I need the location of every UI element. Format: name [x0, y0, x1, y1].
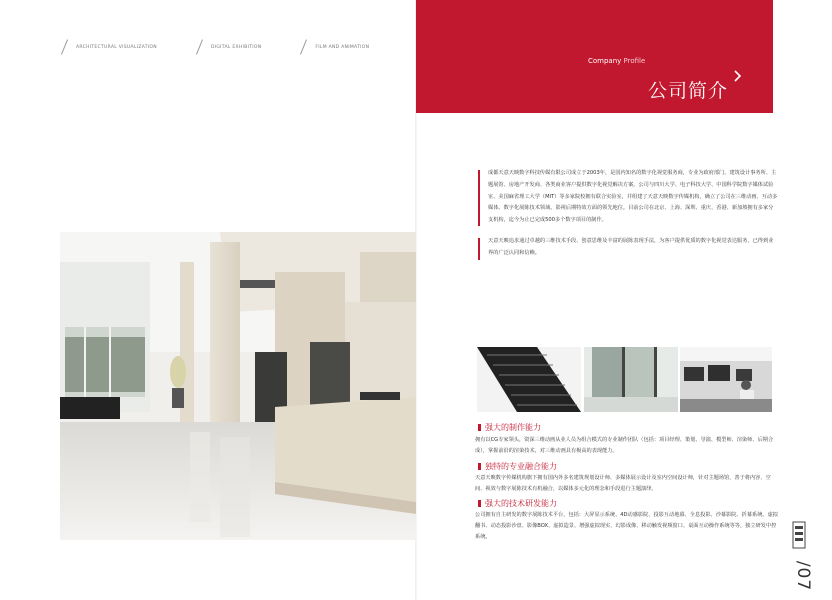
feature-heading-3	[478, 498, 557, 509]
intro-paragraph-1: 成都天意天映数字科技传媒有限公司成立于2003年，是国内知名的数字化视觉服务商，专业为政府部门、建筑设计事务所、主题展馆、房地产开发商、各类商业客户提供数字化视觉解决方案。公司与四川大学、电子科技大学、中国科学院数字媒体试验室、美国麻省理工大学（MIT）等多家院校拥有联合实验室，并组建了天意天映数字传媒机构，确立了公司在三维动画、互动多媒体、数字化展陈技术领域、影视后期特效方面的领先地位。目前公司在北京、上海、深圳、重庆、香港、新加坡拥有多家分支机构，迄今为止已完成500多个数字项目的制作。	[488, 170, 778, 224]
feature-title: 独特的专业融合能力	[485, 462, 557, 471]
page-number: /07	[793, 560, 814, 592]
feature-marker	[478, 463, 481, 470]
feature-marker	[478, 500, 481, 507]
nav-label: ARCHITECTURAL VISUALIZATION	[76, 44, 157, 50]
top-nav	[60, 40, 407, 54]
nav-item-digital-exhibition[interactable]	[195, 40, 261, 54]
intro-paragraph-2: 天意天映追求通过卓越的三维技术手段、创意思维及丰富的展陈表现手法，为客户提供优质的数字化视觉表达服务，已得到业界的广泛认同和信赖。	[488, 238, 774, 256]
subtitle-main: Company	[588, 57, 622, 65]
feature-title: 强大的技术研发能力	[485, 499, 557, 508]
slash-icon	[60, 40, 70, 54]
paragraph-marker	[478, 170, 480, 226]
feature-body-3: 公司拥有自主研发的数字展陈技术平台，包括：大屏显示系统、4D动感影院、投影互动地幕、全息投影、沙幕影院、折幕系统、虚拟翻书、动态投影沙盘、影像BOX、虚拟造景、增强虚拟现实、幻影成像、移动触发视频窗口、桌面互动操作系统等等，独立研发中控系统。	[475, 512, 778, 540]
feature-body-1: 拥有以CG专家领头，资深三维动画从业人员为组合模式的专业制作团队（包括：项目经理、策划、导演、模型师、渲染师、后期合成），掌握前沿的渲染技术，对三维动画具有极高的表现能力。	[475, 437, 774, 454]
feature-title: 强大的制作能力	[485, 423, 541, 432]
hook-icon	[732, 70, 742, 84]
feature-body-2: 天意天映数字传媒机构旗下拥有国内外多名建筑规划设计师、多媒体展示设计及室内空间设计师，针对主题场馆，善于将内容、空间、视效与数字展陈技术有机融合，以媒体多元化的理念和手段进行主题演绎。	[475, 475, 771, 492]
slash-icon	[195, 40, 205, 54]
paragraph-marker	[478, 238, 480, 260]
thumbnail-building	[477, 347, 581, 412]
lobby-photo	[60, 232, 416, 540]
nav-label: DIGITAL EXHIBITION	[210, 44, 262, 50]
company-logo-icon	[792, 520, 806, 550]
feature-marker	[478, 424, 481, 431]
page-title: 公司简介	[648, 80, 729, 102]
thumbnail-glass-door	[584, 347, 678, 412]
feature-heading-1	[478, 422, 541, 433]
nav-item-film-animation[interactable]	[299, 40, 369, 54]
header-subtitle	[588, 57, 645, 65]
nav-label: FILM AND ANIMATION	[315, 44, 370, 50]
subtitle-light: Profile	[623, 57, 646, 65]
feature-heading-2	[478, 461, 557, 472]
slash-icon	[299, 40, 309, 54]
thumbnail-workstation	[680, 347, 772, 412]
nav-item-architectural[interactable]	[60, 40, 157, 54]
